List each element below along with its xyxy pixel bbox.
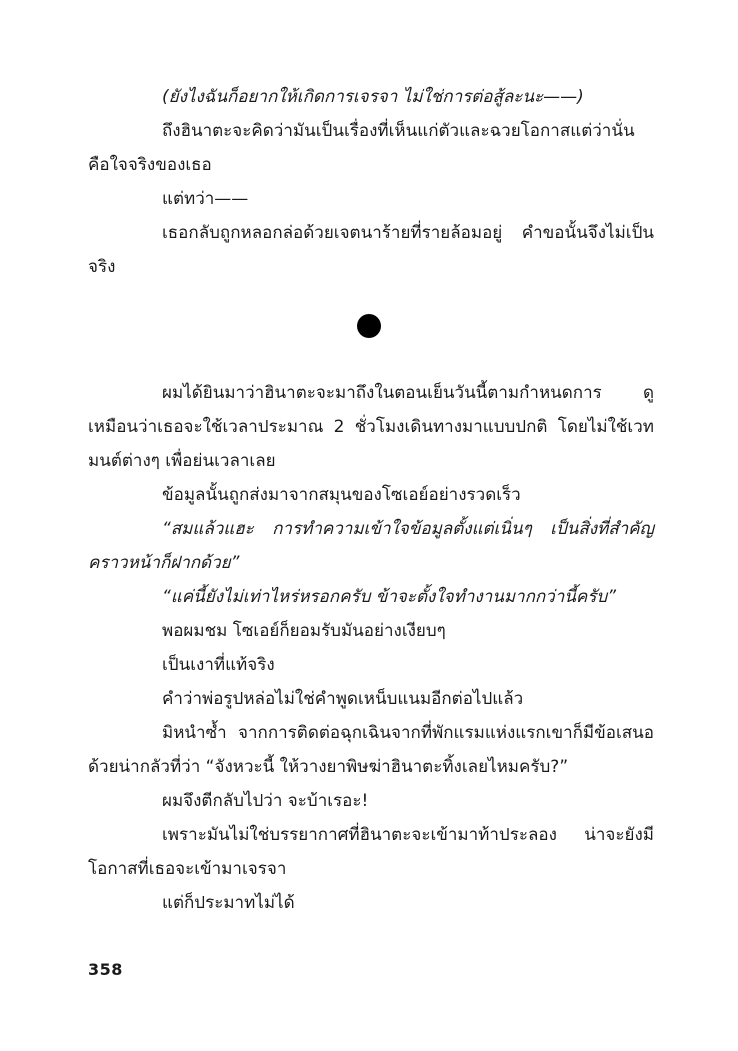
section-two (88, 376, 654, 920)
paragraph: มิหนำซ้ำ จากการติดต่อฉุกเฉินจากที่พักแรมแห่งแรกเขาก็มีข้อเสนอด้วยน่ากลัวที่ว่า “จังหวะนี้ ให้วางยาพิษฆ่าฮินาตะทิ้งเลยไหมครับ?” (88, 723, 654, 777)
scene-break-dot-icon (357, 314, 381, 338)
paragraph: ผมได้ยินมาว่าฮินาตะจะมาถึงในตอนเย็นวันนี้ตามกำหนดการ ดูเหมือนว่าเธอจะใช้เวลาประมาณ 2 ชั่วโมงเดินทางมาแบบปกติ โดยไม่ใช้เวทมนต์ต่างๆ เพื่อย่นเวลาเลย (88, 383, 654, 471)
paragraph: เพราะมันไม่ใช่บรรยากาศที่ฮินาตะจะเข้ามาท้าประลอง น่าจะยังมีโอกาสที่เธอจะเข้ามาเจรจา (88, 825, 654, 879)
paragraph: แต่ก็ประมาทไม่ได้ (162, 893, 295, 913)
paragraph: เป็นเงาที่แท้จริง (162, 655, 275, 675)
paragraph: ข้อมูลนั้นถูกส่งมาจากสมุนของโซเอย์อย่างรวดเร็ว (162, 485, 521, 505)
paragraph: เธอกลับถูกหลอกล่อด้วยเจตนาร้ายที่รายล้อมอยู่ คำขอนั้นจึงไม่เป็นจริง (88, 223, 654, 277)
section-one (88, 80, 654, 284)
paragraph: ผมจึงตีกลับไปว่า จะบ้าเรอะ! (162, 791, 369, 811)
paragraph: “สมแล้วแฮะ การทำความเข้าใจข้อมูลตั้งแต่เนิ่นๆ เป็นสิ่งที่สำคัญ คราวหน้าก็ฝากด้วย” (88, 519, 654, 573)
paragraph: (ยังไงฉันก็อยากให้เกิดการเจรจา ไม่ใช่การต่อสู้ละนะ——) (162, 87, 584, 107)
paragraph: คำว่าพ่อรูปหล่อไม่ใช่คำพูดเหน็บแนมอีกต่อไปแล้ว (162, 689, 524, 709)
paragraph: แต่ทว่า—— (162, 189, 249, 209)
paragraph: พอผมชม โซเอย์ก็ยอมรับมันอย่างเงียบๆ (162, 621, 446, 641)
paragraph: ถึงฮินาตะจะคิดว่ามันเป็นเรื่องที่เห็นแก่ตัวและฉวยโอกาสแต่ว่านั่นคือใจจริงของเธอ (88, 121, 635, 175)
paragraph: “แค่นี้ยังไม่เท่าไหร่หรอกครับ ข้าจะตั้งใจทำงานมากกว่านี้ครับ” (162, 587, 616, 607)
page-number: 358 (88, 960, 123, 979)
